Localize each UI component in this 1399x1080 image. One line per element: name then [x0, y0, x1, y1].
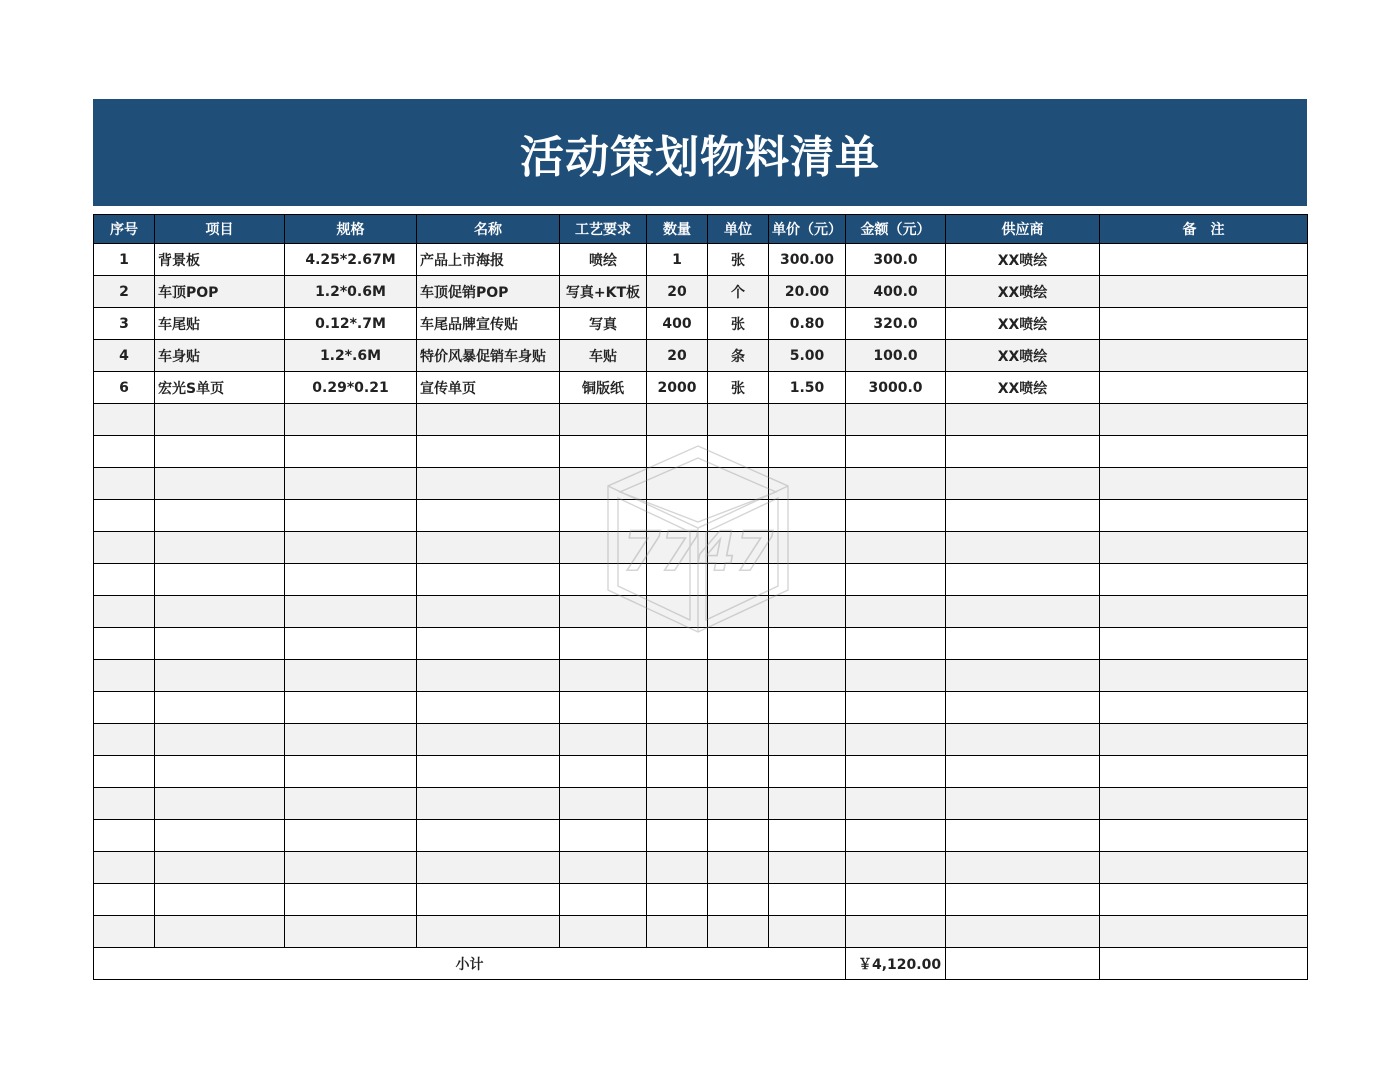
cell-item[interactable] — [155, 756, 285, 788]
cell-supplier[interactable] — [946, 756, 1100, 788]
cell-supplier[interactable] — [946, 596, 1100, 628]
cell-index[interactable]: 6 — [94, 372, 155, 404]
header-cell-notes: 备 注 — [1100, 215, 1308, 244]
table-row — [94, 564, 1308, 596]
cell-item[interactable] — [155, 436, 285, 468]
cell-name[interactable] — [417, 404, 560, 436]
cell-notes[interactable] — [1100, 596, 1308, 628]
cell-quantity[interactable] — [647, 468, 708, 500]
cell-unit-price[interactable] — [769, 820, 846, 852]
cell-process[interactable] — [560, 468, 647, 500]
cell-index[interactable] — [94, 692, 155, 724]
cell-index[interactable] — [94, 916, 155, 948]
cell-index[interactable] — [94, 820, 155, 852]
cell-quantity[interactable] — [647, 660, 708, 692]
cell-name[interactable] — [417, 884, 560, 916]
cell-supplier[interactable] — [946, 436, 1100, 468]
cell-process[interactable] — [560, 660, 647, 692]
cell-supplier[interactable] — [946, 916, 1100, 948]
cell-index[interactable] — [94, 564, 155, 596]
cell-unit-price[interactable] — [769, 724, 846, 756]
cell-process[interactable] — [560, 692, 647, 724]
cell-supplier[interactable] — [946, 852, 1100, 884]
materials-table — [93, 214, 1308, 980]
cell-name[interactable] — [417, 468, 560, 500]
table-row — [94, 756, 1308, 788]
cell-unit-price[interactable] — [769, 788, 846, 820]
cell-spec[interactable] — [285, 564, 417, 596]
table-row — [94, 532, 1308, 564]
cell-index[interactable] — [94, 788, 155, 820]
header-cell-amount: 金额（元） — [846, 215, 946, 244]
table-row — [94, 724, 1308, 756]
cell-quantity[interactable]: 400 — [647, 308, 708, 340]
cell-unit[interactable] — [708, 788, 769, 820]
cell-amount[interactable] — [846, 852, 946, 884]
cell-unit-price[interactable] — [769, 692, 846, 724]
cell-item[interactable] — [155, 916, 285, 948]
cell-notes[interactable] — [1100, 436, 1308, 468]
table-row — [94, 308, 1308, 340]
cell-item[interactable] — [155, 884, 285, 916]
cell-process[interactable] — [560, 788, 647, 820]
table-row — [94, 468, 1308, 500]
cell-name[interactable] — [417, 660, 560, 692]
cell-item[interactable]: 车尾贴 — [155, 308, 285, 340]
cell-notes[interactable] — [1100, 468, 1308, 500]
cell-unit[interactable] — [708, 500, 769, 532]
cell-quantity[interactable]: 2000 — [647, 372, 708, 404]
cell-notes[interactable] — [1100, 372, 1308, 404]
cell-process[interactable]: 喷绘 — [560, 244, 647, 276]
cell-spec[interactable] — [285, 436, 417, 468]
subtotal-notes-cell[interactable] — [1100, 948, 1308, 980]
header-cell-unit: 单位 — [708, 215, 769, 244]
cell-name[interactable] — [417, 500, 560, 532]
cell-process[interactable] — [560, 596, 647, 628]
cell-unit-price[interactable] — [769, 628, 846, 660]
cell-supplier[interactable] — [946, 468, 1100, 500]
cell-notes[interactable] — [1100, 884, 1308, 916]
cell-spec[interactable] — [285, 916, 417, 948]
cell-unit-price[interactable]: 5.00 — [769, 340, 846, 372]
cell-amount[interactable] — [846, 724, 946, 756]
cell-unit[interactable] — [708, 852, 769, 884]
cell-index[interactable] — [94, 724, 155, 756]
cell-supplier[interactable] — [946, 884, 1100, 916]
cell-item[interactable] — [155, 724, 285, 756]
table-row — [94, 884, 1308, 916]
cell-amount[interactable] — [846, 916, 946, 948]
cell-unit-price[interactable] — [769, 884, 846, 916]
cell-amount[interactable] — [846, 468, 946, 500]
cell-unit[interactable] — [708, 436, 769, 468]
cell-index[interactable] — [94, 500, 155, 532]
cell-name[interactable] — [417, 596, 560, 628]
cell-unit-price[interactable] — [769, 404, 846, 436]
cell-amount[interactable] — [846, 692, 946, 724]
cell-index[interactable] — [94, 756, 155, 788]
cell-process[interactable] — [560, 564, 647, 596]
cell-item[interactable] — [155, 692, 285, 724]
cell-spec[interactable] — [285, 500, 417, 532]
cell-index[interactable]: 2 — [94, 276, 155, 308]
cell-notes[interactable] — [1100, 308, 1308, 340]
table-row — [94, 276, 1308, 308]
cell-spec[interactable]: 1.2*0.6M — [285, 276, 417, 308]
cell-quantity[interactable] — [647, 724, 708, 756]
subtotal-amount[interactable]: ￥4,120.00 — [846, 948, 946, 980]
cell-item[interactable] — [155, 852, 285, 884]
cell-quantity[interactable]: 1 — [647, 244, 708, 276]
cell-process[interactable] — [560, 820, 647, 852]
table-row — [94, 244, 1308, 276]
cell-item[interactable] — [155, 532, 285, 564]
table-row — [94, 404, 1308, 436]
cell-notes[interactable] — [1100, 500, 1308, 532]
table-body — [94, 244, 1308, 948]
cell-amount[interactable]: 100.0 — [846, 340, 946, 372]
cell-amount[interactable]: 300.0 — [846, 244, 946, 276]
cell-notes[interactable] — [1100, 820, 1308, 852]
cell-quantity[interactable] — [647, 596, 708, 628]
cell-quantity[interactable]: 20 — [647, 276, 708, 308]
table-row — [94, 916, 1308, 948]
cell-notes[interactable] — [1100, 404, 1308, 436]
cell-unit-price[interactable] — [769, 660, 846, 692]
cell-process[interactable] — [560, 852, 647, 884]
cell-supplier[interactable]: XX喷绘 — [946, 308, 1100, 340]
table-row — [94, 372, 1308, 404]
cell-spec[interactable] — [285, 852, 417, 884]
cell-name[interactable] — [417, 532, 560, 564]
cell-supplier[interactable] — [946, 532, 1100, 564]
cell-supplier[interactable] — [946, 660, 1100, 692]
cell-unit[interactable]: 个 — [708, 276, 769, 308]
cell-unit[interactable] — [708, 884, 769, 916]
cell-item[interactable]: 车顶POP — [155, 276, 285, 308]
cell-spec[interactable] — [285, 692, 417, 724]
table-row — [94, 500, 1308, 532]
table-row — [94, 596, 1308, 628]
cell-notes[interactable] — [1100, 852, 1308, 884]
cell-name[interactable] — [417, 564, 560, 596]
cell-unit[interactable]: 张 — [708, 244, 769, 276]
cell-index[interactable] — [94, 596, 155, 628]
cell-unit[interactable] — [708, 404, 769, 436]
cell-notes[interactable] — [1100, 564, 1308, 596]
cell-amount[interactable] — [846, 564, 946, 596]
cell-name[interactable] — [417, 692, 560, 724]
cell-unit-price[interactable] — [769, 596, 846, 628]
table-row — [94, 628, 1308, 660]
cell-index[interactable]: 1 — [94, 244, 155, 276]
cell-item[interactable] — [155, 564, 285, 596]
cell-item[interactable] — [155, 628, 285, 660]
cell-item[interactable] — [155, 788, 285, 820]
cell-item[interactable] — [155, 820, 285, 852]
cell-notes[interactable] — [1100, 276, 1308, 308]
cell-process[interactable] — [560, 756, 647, 788]
cell-name[interactable] — [417, 724, 560, 756]
cell-process[interactable]: 铜版纸 — [560, 372, 647, 404]
cell-spec[interactable] — [285, 756, 417, 788]
cell-process[interactable] — [560, 884, 647, 916]
cell-index[interactable] — [94, 884, 155, 916]
table-row — [94, 788, 1308, 820]
cell-amount[interactable] — [846, 820, 946, 852]
cell-unit[interactable] — [708, 564, 769, 596]
cell-unit-price[interactable] — [769, 532, 846, 564]
cell-name[interactable]: 产品上市海报 — [417, 244, 560, 276]
header-cell-process: 工艺要求 — [560, 215, 647, 244]
cell-notes[interactable] — [1100, 244, 1308, 276]
cell-index[interactable] — [94, 532, 155, 564]
cell-amount[interactable]: 400.0 — [846, 276, 946, 308]
cell-supplier[interactable]: XX喷绘 — [946, 340, 1100, 372]
cell-name[interactable] — [417, 820, 560, 852]
cell-unit-price[interactable] — [769, 500, 846, 532]
cell-notes[interactable] — [1100, 340, 1308, 372]
cell-item[interactable] — [155, 468, 285, 500]
cell-unit[interactable]: 张 — [708, 308, 769, 340]
header-cell-spec: 规格 — [285, 215, 417, 244]
cell-spec[interactable] — [285, 788, 417, 820]
cell-spec[interactable]: 0.12*.7M — [285, 308, 417, 340]
cell-unit-price[interactable] — [769, 852, 846, 884]
cell-quantity[interactable]: 20 — [647, 340, 708, 372]
cell-notes[interactable] — [1100, 724, 1308, 756]
header-row — [94, 215, 1308, 244]
cell-unit[interactable] — [708, 724, 769, 756]
cell-index[interactable] — [94, 468, 155, 500]
table-row — [94, 660, 1308, 692]
cell-process[interactable] — [560, 916, 647, 948]
page-title: 活动策划物料清单 — [520, 131, 880, 183]
table-row — [94, 340, 1308, 372]
cell-unit-price[interactable]: 20.00 — [769, 276, 846, 308]
cell-amount[interactable] — [846, 404, 946, 436]
cell-unit[interactable] — [708, 596, 769, 628]
cell-amount[interactable] — [846, 756, 946, 788]
cell-unit[interactable] — [708, 628, 769, 660]
cell-index[interactable] — [94, 628, 155, 660]
cell-supplier[interactable] — [946, 820, 1100, 852]
cell-process[interactable]: 车贴 — [560, 340, 647, 372]
cell-name[interactable]: 车顶促销POP — [417, 276, 560, 308]
cell-notes[interactable] — [1100, 756, 1308, 788]
cell-item[interactable] — [155, 404, 285, 436]
cell-quantity[interactable] — [647, 884, 708, 916]
cell-index[interactable] — [94, 852, 155, 884]
cell-spec[interactable] — [285, 884, 417, 916]
cell-process[interactable] — [560, 404, 647, 436]
cell-spec[interactable]: 1.2*.6M — [285, 340, 417, 372]
cell-notes[interactable] — [1100, 916, 1308, 948]
cell-unit-price[interactable] — [769, 756, 846, 788]
watermark-text: 7747 — [622, 520, 774, 583]
header-cell-unit-price: 单价（元） — [769, 215, 846, 244]
cell-quantity[interactable] — [647, 756, 708, 788]
cell-notes[interactable] — [1100, 692, 1308, 724]
cell-supplier[interactable]: XX喷绘 — [946, 372, 1100, 404]
cell-spec[interactable] — [285, 596, 417, 628]
cell-unit[interactable] — [708, 660, 769, 692]
cell-quantity[interactable] — [647, 500, 708, 532]
title-banner — [93, 99, 1307, 206]
cell-name[interactable] — [417, 852, 560, 884]
cell-name[interactable] — [417, 756, 560, 788]
cell-quantity[interactable] — [647, 436, 708, 468]
cell-spec[interactable] — [285, 532, 417, 564]
cell-unit[interactable] — [708, 820, 769, 852]
cell-unit-price[interactable]: 0.80 — [769, 308, 846, 340]
cell-amount[interactable]: 3000.0 — [846, 372, 946, 404]
cell-item[interactable]: 车身贴 — [155, 340, 285, 372]
cell-unit[interactable]: 条 — [708, 340, 769, 372]
cell-notes[interactable] — [1100, 532, 1308, 564]
cell-spec[interactable] — [285, 660, 417, 692]
cell-item[interactable] — [155, 660, 285, 692]
header-cell-index: 序号 — [94, 215, 155, 244]
cell-quantity[interactable] — [647, 692, 708, 724]
cell-quantity[interactable] — [647, 916, 708, 948]
cell-spec[interactable] — [285, 724, 417, 756]
cell-process[interactable] — [560, 628, 647, 660]
cell-unit-price[interactable] — [769, 468, 846, 500]
cell-quantity[interactable] — [647, 532, 708, 564]
header-cell-quantity: 数量 — [647, 215, 708, 244]
cell-supplier[interactable]: XX喷绘 — [946, 244, 1100, 276]
subtotal-row — [94, 948, 1308, 980]
cell-amount[interactable] — [846, 532, 946, 564]
cell-name[interactable] — [417, 916, 560, 948]
cell-process[interactable] — [560, 724, 647, 756]
cell-item[interactable] — [155, 596, 285, 628]
cell-supplier[interactable] — [946, 724, 1100, 756]
cell-supplier[interactable] — [946, 628, 1100, 660]
cell-amount[interactable] — [846, 660, 946, 692]
cell-spec[interactable] — [285, 820, 417, 852]
cell-spec[interactable] — [285, 404, 417, 436]
cell-index[interactable]: 4 — [94, 340, 155, 372]
header-cell-supplier: 供应商 — [946, 215, 1100, 244]
cell-spec[interactable]: 4.25*2.67M — [285, 244, 417, 276]
cell-process[interactable]: 写真+KT板 — [560, 276, 647, 308]
cell-unit[interactable] — [708, 916, 769, 948]
cell-process[interactable] — [560, 500, 647, 532]
table-row — [94, 852, 1308, 884]
cell-process[interactable]: 写真 — [560, 308, 647, 340]
table-row — [94, 820, 1308, 852]
cell-name[interactable]: 特价风暴促销车身贴 — [417, 340, 560, 372]
header-cell-name: 名称 — [417, 215, 560, 244]
cell-supplier[interactable] — [946, 564, 1100, 596]
cell-quantity[interactable] — [647, 820, 708, 852]
cell-supplier[interactable] — [946, 500, 1100, 532]
cell-spec[interactable] — [285, 628, 417, 660]
table-row — [94, 692, 1308, 724]
cell-notes[interactable] — [1100, 628, 1308, 660]
cell-index[interactable] — [94, 436, 155, 468]
cell-quantity[interactable] — [647, 852, 708, 884]
cell-amount[interactable] — [846, 788, 946, 820]
cell-item[interactable]: 宏光S单页 — [155, 372, 285, 404]
header-cell-item: 项目 — [155, 215, 285, 244]
table-row — [94, 436, 1308, 468]
cell-item[interactable] — [155, 500, 285, 532]
cell-unit[interactable]: 张 — [708, 372, 769, 404]
cell-amount[interactable] — [846, 500, 946, 532]
cell-name[interactable] — [417, 788, 560, 820]
cell-name[interactable]: 宣传单页 — [417, 372, 560, 404]
subtotal-label[interactable]: 小计 — [94, 948, 846, 980]
cell-spec[interactable]: 0.29*0.21 — [285, 372, 417, 404]
cell-amount[interactable] — [846, 436, 946, 468]
cell-process[interactable] — [560, 436, 647, 468]
cell-amount[interactable] — [846, 596, 946, 628]
cell-supplier[interactable] — [946, 692, 1100, 724]
cell-notes[interactable] — [1100, 788, 1308, 820]
cell-quantity[interactable] — [647, 628, 708, 660]
cell-process[interactable] — [560, 532, 647, 564]
cell-amount[interactable] — [846, 884, 946, 916]
cell-unit-price[interactable] — [769, 436, 846, 468]
cell-spec[interactable] — [285, 468, 417, 500]
cell-amount[interactable] — [846, 628, 946, 660]
subtotal-supplier-cell[interactable] — [946, 948, 1100, 980]
cell-quantity[interactable] — [647, 564, 708, 596]
cell-unit[interactable] — [708, 468, 769, 500]
cell-amount[interactable]: 320.0 — [846, 308, 946, 340]
cell-index[interactable] — [94, 660, 155, 692]
cell-unit[interactable] — [708, 692, 769, 724]
cell-notes[interactable] — [1100, 660, 1308, 692]
cell-unit-price[interactable] — [769, 916, 846, 948]
cell-quantity[interactable] — [647, 404, 708, 436]
cell-supplier[interactable]: XX喷绘 — [946, 276, 1100, 308]
cell-unit[interactable] — [708, 532, 769, 564]
cell-name[interactable]: 车尾品牌宣传贴 — [417, 308, 560, 340]
cell-quantity[interactable] — [647, 788, 708, 820]
cell-supplier[interactable] — [946, 404, 1100, 436]
cell-supplier[interactable] — [946, 788, 1100, 820]
cell-unit[interactable] — [708, 756, 769, 788]
cell-unit-price[interactable]: 1.50 — [769, 372, 846, 404]
cell-unit-price[interactable] — [769, 564, 846, 596]
cell-name[interactable] — [417, 628, 560, 660]
cell-unit-price[interactable]: 300.00 — [769, 244, 846, 276]
cell-item[interactable]: 背景板 — [155, 244, 285, 276]
cell-index[interactable]: 3 — [94, 308, 155, 340]
cell-index[interactable] — [94, 404, 155, 436]
cell-name[interactable] — [417, 436, 560, 468]
